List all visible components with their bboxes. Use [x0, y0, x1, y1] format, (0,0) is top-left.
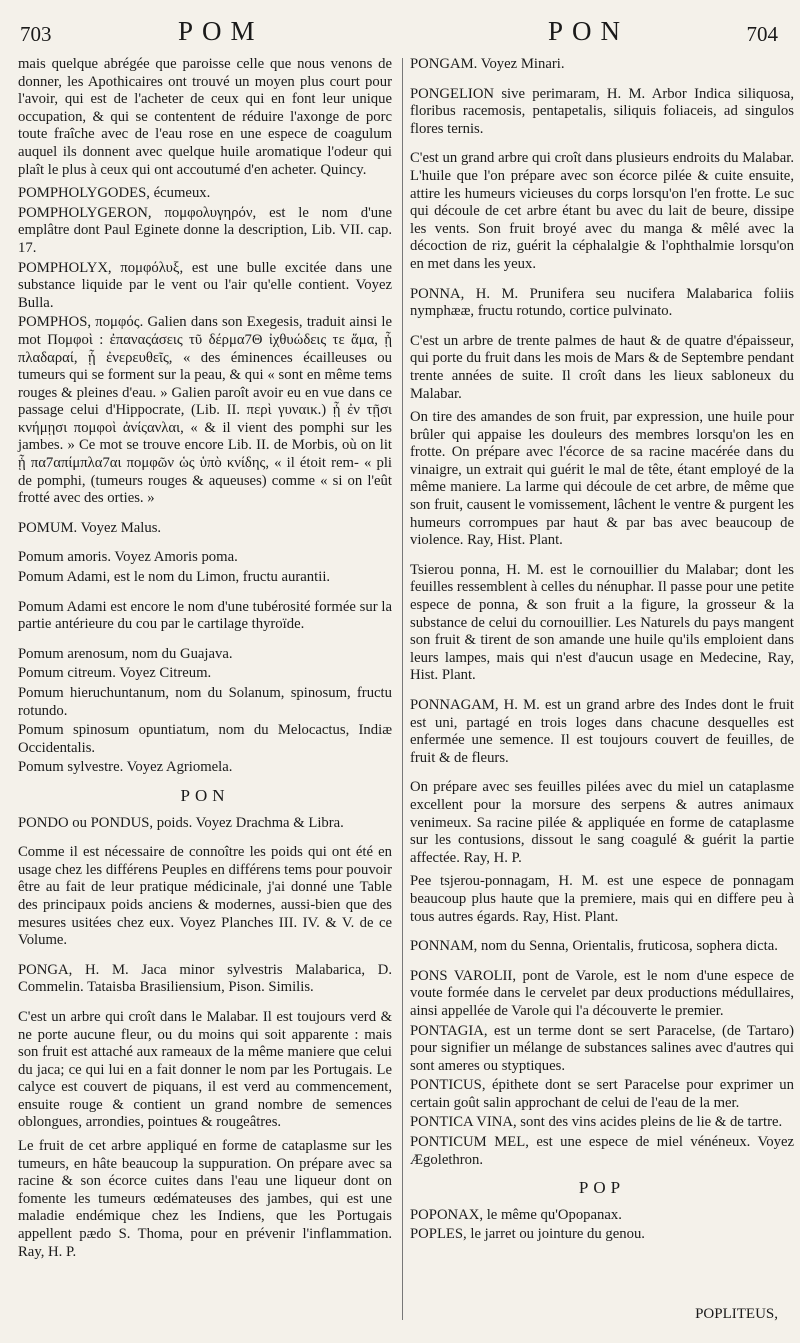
entry-pomphos: POMPHOS, πομφός. Galien dans son Exegesis, traduit ainsi le mot Πομφοὶ : ἐπαναςάσεις τῦ δέρμα7Θ ἰχθυώδεις τε ἅμα, ᾗ πλαδαραί, ᾗ ἐνερευθεῖς, « des éminences écailleuses ou tumeurs qui se forment sur la peau, & qui « sont en même tems rouges & pleines d'eau. » Galien paroît avoir eu en vue dans ce passage celui d'Hippocrate, (Lib. II. περὶ γυναικ.) ᾗ ἐν τῇσι κνήμῃσι πομφοὶ ἀνίςανλαι, « & il vient des pomphi sur les jambes. » Ce mot se trouve encore Lib. II. de Morbis, où on lit ᾗ πα7απίμπλα7αι πομφῶν ὡς ὑπὸ κνίδης, « il étoit rem- « pli de pomphi, (tumeurs rouges & aqueuses) comme « si on l'eût frotté avec des orties. »	[18, 314, 392, 507]
entry-poples: POPLES, le jarret ou jointure du genou.	[410, 1226, 645, 1243]
entry-ponticus: PONTICUS, épithete dont se sert Paracelse pour exprimer un certain goût salin approchant de celui de l'eau de la mer.	[410, 1077, 794, 1111]
entry-pomum-arenosum: Pomum arenosum, nom du Guajava.	[18, 645, 233, 662]
section-heading-pon: PON	[180, 785, 230, 805]
page-number-left: 703	[20, 22, 52, 46]
entry-ponnagam: PONNAGAM, H. M. est un grand arbre des Indes dont le fruit est uni, partagé en trois loges dans chacune desquelles est enfermée une semence. Il est toujours couvert de feuilles, de fruit & de fleurs.	[410, 697, 794, 766]
entry-ponga-text-2: Le fruit de cet arbre appliqué en forme de cataplasme sur les tumeurs, en hâte beaucoup la suppuration. On prépare avec sa racine & son écorce cuites dans l'eau une liqueur dont on fomente les tumeurs œdémateuses des jambes, qui est une maladie endémique chez les Indiens, que les Portugais appellent pædo S. Thoma, pour en prévenir l'inflammation. Ray, H. P.	[18, 1138, 392, 1260]
entry-pomum-sylvestre: Pomum sylvestre. Voyez Agriomela.	[18, 759, 233, 776]
entry-pomum-amoris: Pomum amoris. Voyez Amoris poma.	[18, 549, 238, 566]
entry-ponna-text-2: On tire des amandes de son fruit, par expression, une huile pour brûler qui appaise les douleurs des membres lorsqu'on les en frotte. On prépare avec l'écorce de sa racine macérée dans du vinaigre, un extrait qui guérit le mal de tête, étant employé de la même maniere. La larme qui découle de cet arbre, de même que son fruit, causent le vomissement, lâchent le ventre & purgent les humeurs corrompues par haut & par bas avec beaucoup de violence. Ray, Hist. Plant.	[410, 409, 794, 549]
entry-ponga-text: C'est un arbre qui croît dans le Malabar. Il est toujours verd & ne porte aucune fleur, ou du moins qui soit apparente : mais son fruit est attaché aux rameaux de la même maniere que celui du jaca; ce qui lui en a fait donner le nom par les Portugais. Le calyce est couvert de piquans, il est verd au commencement, ensuite rouge & contient un grand nombre de semences oblongues, arrondies, pointues & rougeâtres.	[18, 1008, 392, 1131]
entry-pompholyx: POMPHOLYX, πομφόλυξ, est une bulle excitée dans une substance liquide par le vent ou l'air qu'elle contient. Voyez Bulla.	[18, 259, 392, 311]
entry-pons-varolii: PONS VAROLII, pont de Varole, est le nom d'une espece de voute formée dans le cervelet par deux productions médullaires, ainsi appellée de Varole qui l'a découverte le premier.	[410, 967, 794, 1019]
section-heading-pop: POP	[578, 1178, 626, 1198]
entry-ponga: PONGA, H. M. Jaca minor sylvestris Malabarica, D. Commelin. Tataisba Brasiliensium, Pison. Similis.	[18, 961, 392, 996]
running-head-left: POM	[178, 16, 264, 46]
entry-pongelion-text: C'est un grand arbre qui croît dans plusieurs endroits du Malabar. L'huile que l'on prépare avec son écorce pilée & cuite ensuite, attire les humeurs vicieuses du corps lorsqu'on l'en frotte. Le suc qui découle de cet arbre étant bu avec du lait de beure, dissipe les vents. Son fruit broyé avec du manga & mêlé avec la décoction de riz, guérit la céphalalgie & l'ophthalmie lorsqu'on en met dans les yeux.	[410, 150, 794, 272]
entry-pomum-adami-note: Pomum Adami est encore le nom d'une tubérosité formée sur la partie antérieure du cou par le cartilage thyroïde.	[18, 598, 392, 633]
entry-pomum-spinosum: Pomum spinosum opuntiatum, nom du Melocactus, Indiæ Occidentalis.	[18, 722, 392, 756]
column-divider	[402, 58, 403, 1320]
right-column	[410, 56, 794, 1246]
entry-poponax: POPONAX, le même qu'Opopanax.	[410, 1206, 622, 1223]
entry-pomum-citreum: Pomum citreum. Voyez Citreum.	[18, 665, 212, 682]
entry-ponna-text: C'est un arbre de trente palmes de haut & de quatre d'épaisseur, qui porte du fruit dans les mois de Mars & de Septembre pendant trente années de suite. Il croît dans les lieux sabloneux du Malabar.	[410, 332, 794, 402]
entry-pongelion: PONGELION sive perimaram, H. M. Arbor Indica siliquosa, floribus racemosis, pentapetalis, siliquis foliaceis, ad singulos flores ternis.	[410, 85, 794, 137]
entry-pontica-vina: PONTICA VINA, sont des vins acides pleins de lie & de tartre.	[410, 1114, 783, 1131]
running-head-right: PON	[548, 16, 630, 46]
entry-pee-tsjerou-ponnagam: Pee tsjerou-ponnagam, H. M. est une espece de ponnagam beaucoup plus haute que la premiere, mais qui en differe peu à tous autres égards. Ray, Hist. Plant.	[410, 873, 794, 925]
catchword: POPLITEUS,	[695, 1306, 778, 1322]
entry-pondo-text: Comme il est nécessaire de connoître les poids qui ont été en usage chez les différens Peuples en différens tems pour pouvoir être au fait de leur pratique médicinale, j'ai donné une Table des principaux poids anciens & modernes, aussi-bien que des mesures usitées chez eux. Voyez Planches III. IV. & V. de ce Volume.	[18, 844, 392, 949]
page-number-right: 704	[746, 22, 778, 46]
entry-ponticum-mel: PONTICUM MEL, est une espece de miel vénéneux. Voyez Ægolethron.	[410, 1134, 794, 1168]
entry-pomum-hieruchuntanum: Pomum hieruchuntanum, nom du Solanum, spinosum, fructu rotundo.	[18, 685, 392, 719]
entry-pomum: POMUM. Voyez Malus.	[18, 519, 162, 536]
entry-ponna: PONNA, H. M. Prunifera seu nucifera Malabarica foliis nymphææ, fructu rotundo, cortice pulvinato.	[410, 285, 794, 320]
entry-continuation: mais quelque abrégée que paroisse celle que nous venons de donner, les Apothicaires ont trouvé un moyen plus court pour l'avoir, qui est de l'acheter de ceux qui en font leur unique occupation, & qui se contentent de réduire l'axonge de porc toute fraîche avec de l'eau rose en une espece de coagulum auquel ils donnent avec quelque huile aromatique l'odeur qui plaît le plus à ceux qui ont accoutumé d'en acheter. Quincy.	[18, 56, 392, 178]
entry-pompholygeron: POMPHOLYGERON, πομφολυγηρόν, est le nom d'une emplâtre dont Paul Eginete donne la description, Lib. VII. cap. 17.	[18, 204, 392, 256]
entry-pompholygodes: POMPHOLYGODES, écumeux.	[18, 185, 211, 202]
entry-pongam: PONGAM. Voyez Minari.	[410, 56, 565, 72]
entry-pondo: PONDO ou PONDUS, poids. Voyez Drachma & Libra.	[18, 814, 344, 831]
entry-ponnam: PONNAM, nom du Senna, Orientalis, fruticosa, sophera dicta.	[410, 938, 778, 955]
entry-tsierou-ponna: Tsierou ponna, H. M. est le cornouillier du Malabar; dont les feuilles ressemblent à celles du nénuphar. Il passe pour une petite espece de ponna, & son fruit a la figure, la grosseur & la substance de celui du cornouillier. Les Naturels du pays mangent son fruit & tirent de son amande une huile qu'ils emploient dans leurs lampes, mais qui n'est d'aucun usage en Medecine, Ray, Hist. Plant.	[410, 561, 794, 684]
entry-pontagia: PONTAGIA, est un terme dont se sert Paracelse, (de Tartaro) pour signifier un mélange de substances salines avec d'autres qui sont ameres ou styptiques.	[410, 1022, 794, 1074]
left-column	[18, 56, 392, 1267]
entry-ponnagam-text: On prépare avec ses feuilles pilées avec du miel un cataplasme excellent pour la morsure des serpens & autres animaux venimeux. Sa racine pilée & appliquée en forme de cataplasme sur les contusions, dissout le sang coagulé & guérit la partie affectée. Ray, H. P.	[410, 779, 794, 866]
entry-pomum-adami: Pomum Adami, est le nom du Limon, fructu aurantii.	[18, 569, 331, 586]
